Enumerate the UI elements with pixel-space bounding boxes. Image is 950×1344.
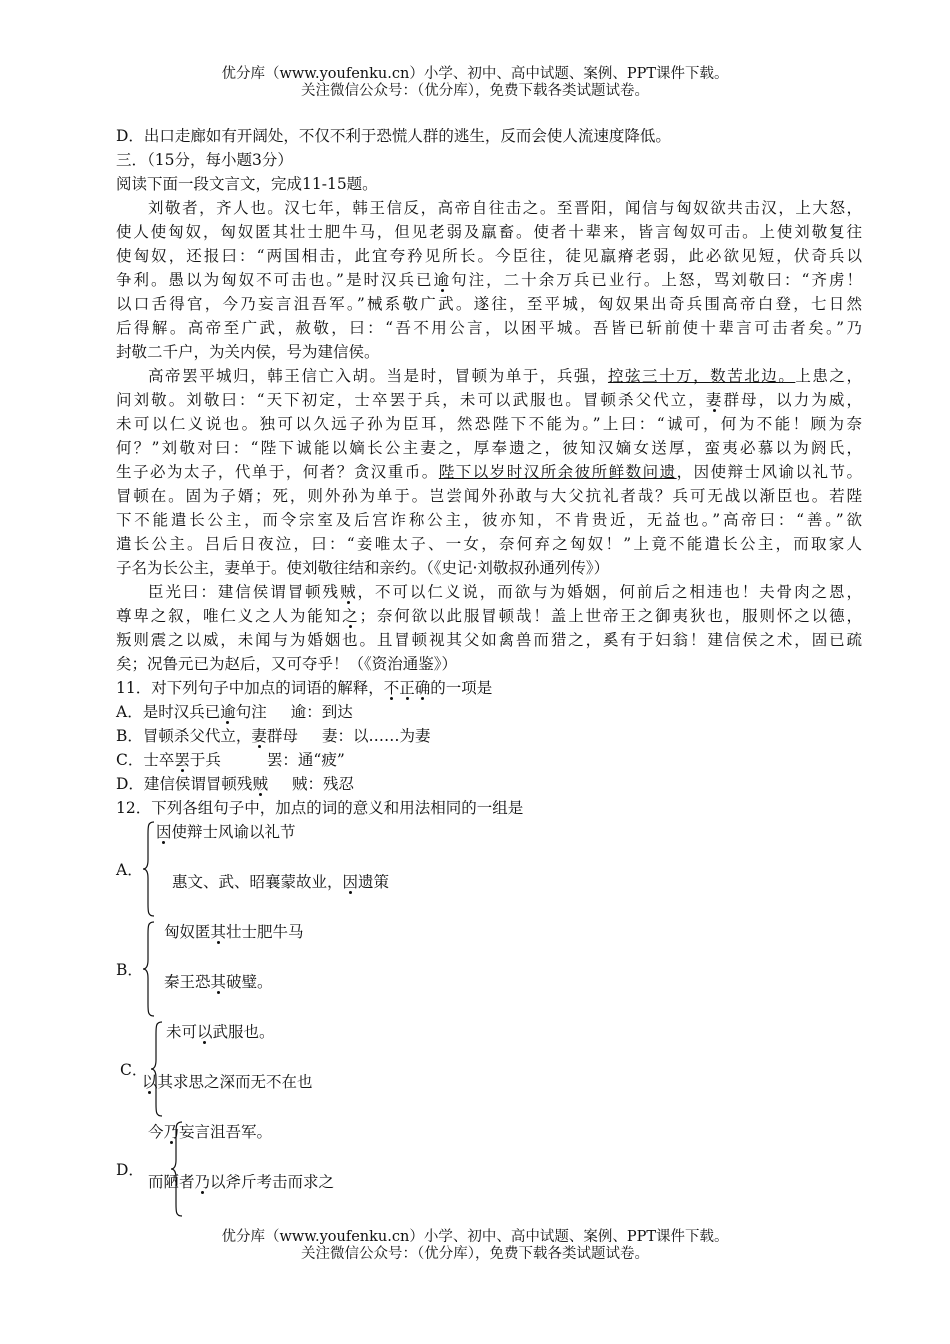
q12-option-d xyxy=(116,1120,862,1220)
q11-stem: 11．对下列句子中加点的词语的解释，不正确的一项是 xyxy=(116,679,493,697)
sentence-2: 以其求思之深而无不在也 xyxy=(142,1073,313,1091)
dotted-word: 妻 xyxy=(251,727,267,745)
p2-line: 何？”刘敬对曰：“陛下诚能以嫡长公主妻之，厚奉遗之，彼知汉嫡女送厚，蛮夷必慕以为阏氏， xyxy=(116,439,862,457)
passage-paragraph-3 xyxy=(116,580,862,676)
dotted-word: 确 xyxy=(414,679,431,697)
page-header xyxy=(0,66,950,100)
sentence-1: 因使辩士风谕以礼节 xyxy=(156,823,296,841)
dotted-word: 妻 xyxy=(705,391,724,409)
dotted-word: 其 xyxy=(210,923,227,941)
p1-line: 刘敬者，齐人也。汉七年，韩王信反，高帝自往击之。至晋阳，闻信与匈奴欲共击汉，上大怒， xyxy=(148,199,862,217)
question-12 xyxy=(116,796,862,1220)
left-brace-icon xyxy=(150,1020,164,1118)
left-brace-icon xyxy=(142,820,156,918)
sentence-2: 秦王恐其破璧。 xyxy=(164,973,273,991)
dotted-word: 罢 xyxy=(174,751,190,769)
p3-line: 臣光曰：建信侯谓冒顿残贼，不可以仁义说，而欲与为婚姻，何前后之相违也！夫骨肉之恩， xyxy=(148,583,862,601)
p1-line: 封敬二千户，为关内侯，号为建信侯。 xyxy=(116,343,380,361)
p1-line: 争利。愚以为匈奴不可击也。”是时汉兵已逾句注，二十余万兵已业行。上怒，骂刘敬曰：“齐虏！ xyxy=(116,271,862,289)
q12-option-b xyxy=(116,920,862,1020)
dotted-word: 乃 xyxy=(163,1123,180,1141)
header-line-2: 关注微信公众号：（优分库），免费下载各类试题试卷。 xyxy=(301,83,649,99)
passage-paragraph-1 xyxy=(116,196,862,364)
instruction: 阅读下面一段文言文，完成11-15题。 xyxy=(116,175,378,193)
p2-line: 遣长公主。吕后日夜泣，曰：“妾唯太子、一女，奈何弃之匈奴！”上竟不能遣长公主，而取家人 xyxy=(116,535,862,553)
dotted-word: 逾 xyxy=(220,703,236,721)
dotted-word: 不 xyxy=(383,679,400,697)
q12-option-c xyxy=(116,1020,862,1120)
sentence-2: 惠文、武、昭襄蒙故业，因遗策 xyxy=(172,873,390,891)
dotted-word: 以 xyxy=(142,1073,158,1091)
underlined-sentence: 控弦三十万，数苦北边。 xyxy=(607,367,796,385)
question-11 xyxy=(116,676,862,796)
dotted-word: 贼 xyxy=(252,775,268,793)
p1-line: 后得解。高帝至广武，赦敬，曰：“吾不用公言，以困平城。吾皆已斩前使十辈言可击者矣。”乃 xyxy=(116,319,862,337)
page-footer xyxy=(0,1229,950,1263)
footer-line-2: 关注微信公众号：（优分库），免费下载各类试题试卷。 xyxy=(301,1246,649,1262)
p2-line: 问刘敬。刘敬曰：“天下初定，士卒罢于兵，未可以武服也。冒顿杀父代立，妻群母，以力为威， xyxy=(116,391,862,409)
p1-line: 使匈奴，还报曰：“两国相击，此宜夸矜见所长。今臣往，徒见羸瘠老弱，此必欲见短，伏奇兵以 xyxy=(116,247,862,265)
p2-line: 高帝罢平城归，韩王信亡入胡。当是时，冒顿为单于，兵强，控弦三十万，数苦北边。上患之， xyxy=(148,367,862,385)
dotted-word: 因 xyxy=(342,873,359,891)
dotted-word: 之 xyxy=(342,607,360,625)
underlined-sentence: 陛下以岁时汉所余彼所鲜数问遗 xyxy=(438,463,677,481)
sentence-1: 今乃妄言沮吾军。 xyxy=(148,1123,273,1141)
option-label: D． xyxy=(116,1161,144,1179)
footer-line-1: 优分库（www.youfenku.cn）小学、初中、高中试题、案例、PPT课件下载。 xyxy=(221,1229,729,1245)
dotted-word: 逾 xyxy=(433,271,452,289)
left-brace-icon xyxy=(142,920,156,1018)
q11-option-b: B．冒顿杀父代立，妻群母 妻：以……为妻 xyxy=(116,727,431,745)
dotted-word: 其 xyxy=(210,973,227,991)
q11-option-d: D．建信侯谓冒顿残贼 贼：残忍 xyxy=(116,775,354,793)
option-label: A． xyxy=(116,861,143,879)
sentence-1: 未可以武服也。 xyxy=(166,1023,275,1041)
document-body xyxy=(116,124,862,1220)
q12-stem: 12．下列各组句子中，加点的词的意义和用法相同的一组是 xyxy=(116,799,524,817)
p3-line: 叛则震之以威，未闻与为婚姻也。且冒顿视其父如禽兽而猎之，奚有于妇翁！建信侯之术，固已疏 xyxy=(116,631,862,649)
p3-line: 尊卑之叙，唯仁义之人为能知之；奈何欲以此服冒顿哉！盖上世帝王之御夷狄也，服则怀之以德， xyxy=(116,607,862,625)
prev-option-d: D．出口走廊如有开阔处，不仅不利于恐慌人群的逃生，反而会使人流速度降低。 xyxy=(116,127,671,145)
q11-option-a: A．是时汉兵已逾句注 逾：到达 xyxy=(116,703,353,721)
p1-line: 以口舌得官，今乃妄言沮吾军。”械系敬广武。遂往，至平城，匈奴果出奇兵围高帝白登，七日然 xyxy=(116,295,862,313)
p2-line: 生子必为太子，代单于，何者？贪汉重币。陛下以岁时汉所余彼所鲜数问遗，因使辩士风谕以礼节。 xyxy=(116,463,862,481)
q12-option-a xyxy=(116,820,862,920)
p3-line: 矣；况鲁元已为赵后，又可夺乎！（《资治通鉴》） xyxy=(116,655,458,673)
dotted-word: 贼 xyxy=(340,583,358,601)
p2-line: 子名为长公主，妻单于。使刘敬往结和亲约。（《史记·刘敬叔孙通列传》） xyxy=(116,559,610,577)
header-line-1: 优分库（www.youfenku.cn）小学、初中、高中试题、案例、PPT课件下载。 xyxy=(221,66,729,82)
sentence-1: 匈奴匿其壮士肥牛马 xyxy=(164,923,304,941)
passage-paragraph-2 xyxy=(116,364,862,580)
p1-line: 使人使匈奴，匈奴匿其壮士肥牛马，但见老弱及羸畜。使者十辈来，皆言匈奴可击。上使刘敬复往 xyxy=(116,223,862,241)
dotted-word: 乃 xyxy=(194,1173,211,1191)
p2-line: 冒顿在。固为子婿；死，则外孙为单于。岂尝闻外孙敢与大父抗礼者哉？兵可无战以渐臣也。若陛 xyxy=(116,487,862,505)
dotted-word: 以 xyxy=(197,1023,213,1041)
option-label: C． xyxy=(120,1061,148,1079)
p2-line: 下不能遣长公主，而令宗室及后宫诈称公主，彼亦知，不肯贵近，无益也。”高帝曰：“善。”欲 xyxy=(116,511,862,529)
option-label: B． xyxy=(116,961,143,979)
sentence-2: 而陋者乃以斧斤考击而求之 xyxy=(148,1173,335,1191)
dotted-word: 正 xyxy=(399,679,415,697)
p2-line: 未可以仁义说也。独可以久远子孙为臣耳，然恐陛下不能为。”上曰：“诚可，何为不能！顾为奈 xyxy=(116,415,862,433)
dotted-word: 因 xyxy=(156,823,172,841)
section-title: 三．（15分，每小题3分） xyxy=(116,151,293,169)
q11-option-c: C．士卒罢于兵 罢：通“疲” xyxy=(116,751,345,769)
